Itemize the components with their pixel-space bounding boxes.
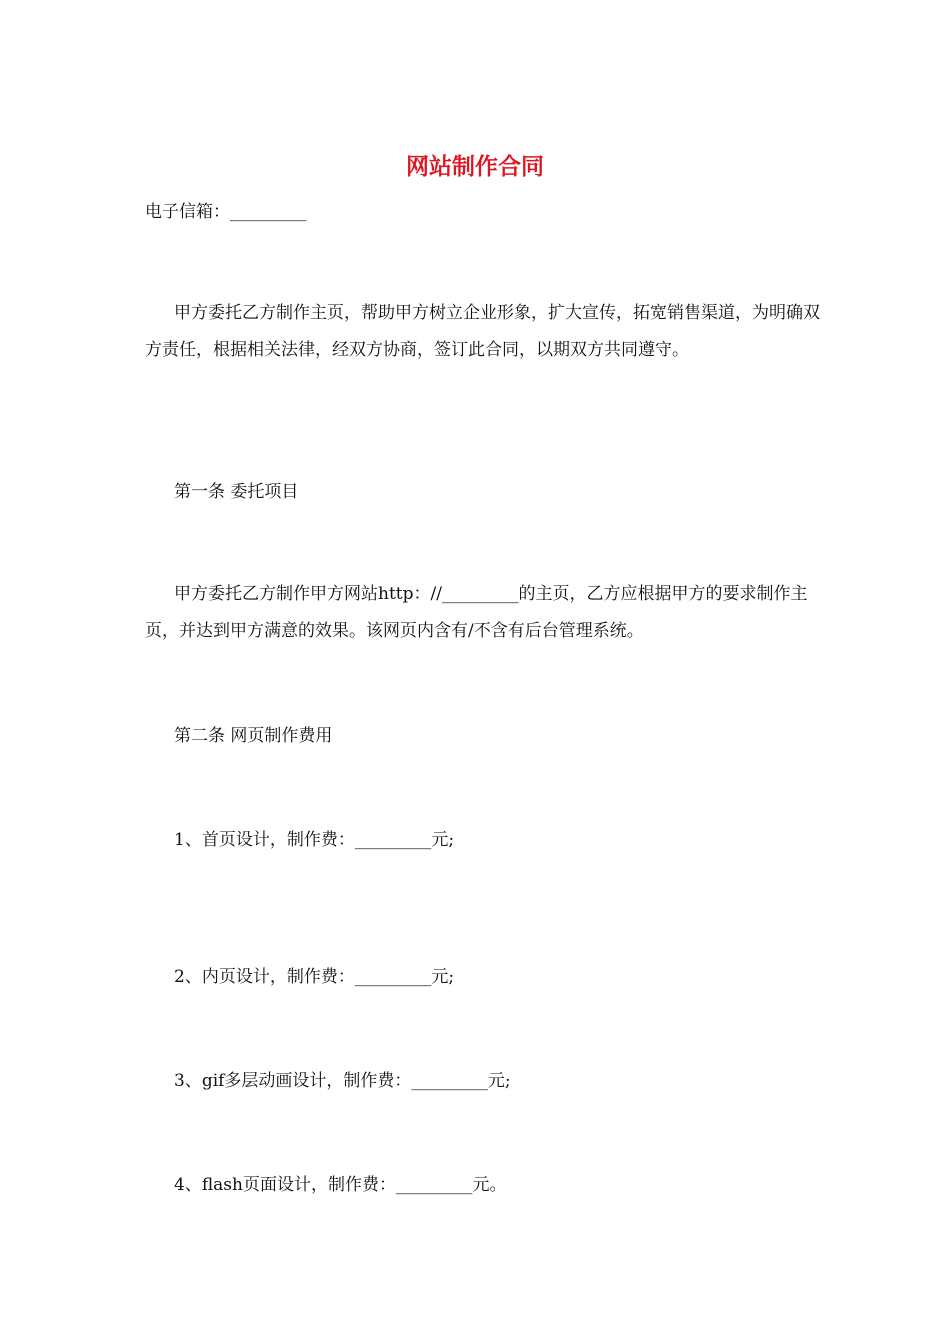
intro-paragraph: 甲方委托乙方制作主页，帮助甲方树立企业形象，扩大宣传，拓宽销售渠道，为明确双方责任，根据相关法律，经双方协商，签订此合同，以期双方共同遵守。 [145,303,820,360]
email-line: 电子信箱：_________ [145,202,307,222]
fee-item-2: 2、内页设计，制作费：_________元; [174,967,455,987]
document-title: 网站制作合同 [406,154,544,180]
fee-item-1: 1、首页设计，制作费：_________元; [174,830,455,850]
article-1-body: 甲方委托乙方制作甲方网站http：//_________的主页，乙方应根据甲方的要求制作主页，并达到甲方满意的效果。该网页内含有/不含有后台管理系统。 [145,584,808,641]
article-1-heading: 第一条 委托项目 [174,482,299,502]
fee-item-3: 3、gif多层动画设计，制作费：_________元; [174,1071,511,1091]
article-2-heading: 第二条 网页制作费用 [174,726,333,746]
fee-item-4: 4、flash页面设计，制作费：_________元。 [174,1175,507,1195]
